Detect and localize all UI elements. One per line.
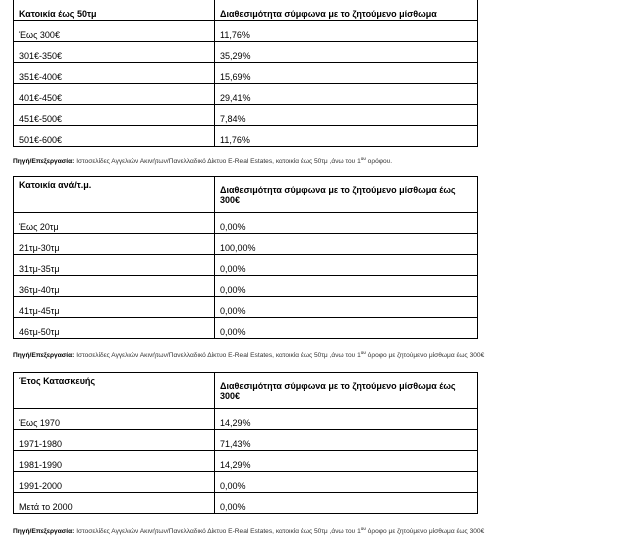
rent-availability-table xyxy=(13,0,478,147)
row-value: 0,00% xyxy=(215,318,478,339)
row-value: 14,29% xyxy=(215,409,478,430)
source-label: Πηγή/Επεξεργασία: xyxy=(13,158,75,165)
row-label: 21τμ-30τμ xyxy=(14,234,215,255)
source-label: Πηγή/Επεξεργασία: xyxy=(13,528,75,535)
row-value: 15,69% xyxy=(215,63,478,84)
row-label: Έως 300€ xyxy=(14,21,215,42)
table-row xyxy=(14,234,478,255)
table-row xyxy=(14,318,478,339)
row-label: Έως 1970 xyxy=(14,409,215,430)
source-text-end: όροφο με ζητούμενο μίσθωμα έως 300€ xyxy=(365,528,485,535)
table-row xyxy=(14,430,478,451)
source-note xyxy=(13,350,484,359)
table-row xyxy=(14,84,478,105)
row-value: 0,00% xyxy=(215,493,478,514)
row-value: 100,00% xyxy=(215,234,478,255)
row-label: 351€-400€ xyxy=(14,63,215,84)
row-value: 11,76% xyxy=(215,126,478,147)
table-row xyxy=(14,297,478,318)
superscript: ου xyxy=(360,156,366,161)
row-label: 1971-1980 xyxy=(14,430,215,451)
row-label: 1981-1990 xyxy=(14,451,215,472)
table-row xyxy=(14,21,478,42)
source-note xyxy=(13,156,392,165)
table-row xyxy=(14,255,478,276)
row-value: 35,29% xyxy=(215,42,478,63)
source-label: Πηγή/Επεξεργασία: xyxy=(13,352,75,359)
row-value: 0,00% xyxy=(215,472,478,493)
header-cell: Διαθεσιμότητα σύμφωνα με το ζητούμενο μίσθωμα έως 300€ xyxy=(215,373,478,409)
table-row xyxy=(14,276,478,297)
row-value: 0,00% xyxy=(215,213,478,234)
table-row xyxy=(14,451,478,472)
superscript: ου xyxy=(360,350,366,355)
row-value: 71,43% xyxy=(215,430,478,451)
row-label: 401€-450€ xyxy=(14,84,215,105)
table-header-row xyxy=(14,0,478,21)
header-cell: Διαθεσιμότητα σύμφωνα με το ζητούμενο μίσθωμα έως 300€ xyxy=(215,177,478,213)
row-label: Έως 20τμ xyxy=(14,213,215,234)
source-text: Ιστοσελίδες Αγγελιών Ακινήτων/Πανελλαδικό Δίκτυο E-Real Estates, κατοικία έως 50τμ ,άνω του 1 xyxy=(74,352,361,359)
row-value: 11,76% xyxy=(215,21,478,42)
header-cell: Κατοικία έως 50τμ xyxy=(14,0,215,21)
table-row xyxy=(14,42,478,63)
row-value: 7,84% xyxy=(215,105,478,126)
table-row xyxy=(14,105,478,126)
row-label: 41τμ-45τμ xyxy=(14,297,215,318)
row-value: 14,29% xyxy=(215,451,478,472)
row-label: 36τμ-40τμ xyxy=(14,276,215,297)
row-label: 46τμ-50τμ xyxy=(14,318,215,339)
row-label: 1991-2000 xyxy=(14,472,215,493)
row-label: 31τμ-35τμ xyxy=(14,255,215,276)
source-text: Ιστοσελίδες Αγγελιών Ακινήτων/Πανελλαδικό Δίκτυο E-Real Estates, κατοικία έως 50τμ ,άνω του 1 xyxy=(74,158,361,165)
source-text-end: όροφο με ζητούμενο μίσθωμα έως 300€ xyxy=(365,352,485,359)
superscript: ου xyxy=(360,526,366,531)
table-row xyxy=(14,213,478,234)
size-availability-table xyxy=(13,176,478,339)
row-label: 451€-500€ xyxy=(14,105,215,126)
header-cell: Κατοικία ανά/τ.μ. xyxy=(14,177,215,213)
table-row xyxy=(14,63,478,84)
source-text-end: ορόφου. xyxy=(365,158,393,165)
row-value: 29,41% xyxy=(215,84,478,105)
row-value: 0,00% xyxy=(215,297,478,318)
row-label: 301€-350€ xyxy=(14,42,215,63)
source-note xyxy=(13,526,484,535)
construction-year-table xyxy=(13,372,478,514)
row-label: 501€-600€ xyxy=(14,126,215,147)
table-row xyxy=(14,409,478,430)
row-label: Μετά το 2000 xyxy=(14,493,215,514)
table-row xyxy=(14,472,478,493)
source-text: Ιστοσελίδες Αγγελιών Ακινήτων/Πανελλαδικό Δίκτυο E-Real Estates, κατοικία έως 50τμ ,άνω του 1 xyxy=(74,528,361,535)
header-cell: Διαθεσιμότητα σύμφωνα με το ζητούμενο μίσθωμα xyxy=(215,0,478,21)
table-row xyxy=(14,126,478,147)
table-header-row xyxy=(14,177,478,213)
row-value: 0,00% xyxy=(215,255,478,276)
table-row xyxy=(14,493,478,514)
header-cell: Έτος Κατασκευής xyxy=(14,373,215,409)
table-header-row xyxy=(14,373,478,409)
row-value: 0,00% xyxy=(215,276,478,297)
